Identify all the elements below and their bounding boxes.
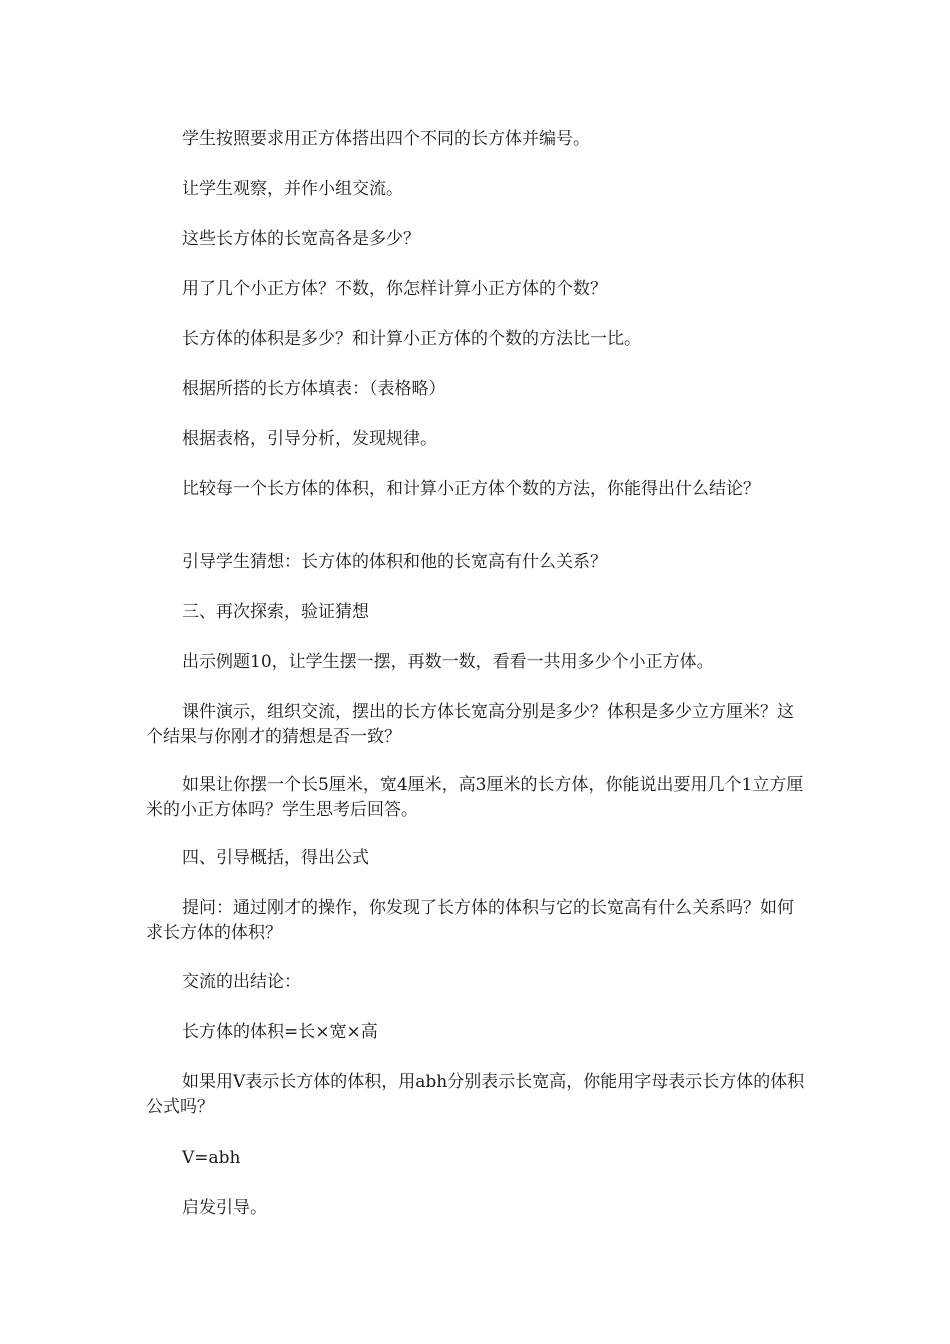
paragraph: 长方体的体积是多少？和计算小正方体的个数的方法比一比。: [182, 329, 641, 349]
paragraph: 如果让你摆一个长5厘米，宽4厘米，高3厘米的长方体，你能说出要用几个1立方厘米的小正方体吗？学生思考后回答。: [146, 775, 804, 820]
paragraph: 用了几个小正方体？不数，你怎样计算小正方体的个数？: [182, 279, 607, 299]
paragraph: 提问：通过刚才的操作，你发现了长方体的体积与它的长宽高有什么关系吗？如何求长方体的体积？: [146, 898, 794, 943]
paragraph: 课件演示，组织交流，摆出的长方体长宽高分别是多少？体积是多少立方厘米？这个结果与你刚才的猜想是否一致？: [146, 702, 794, 747]
paragraph: 根据表格，引导分析，发现规律。: [182, 429, 437, 449]
section-heading: 四、引导概括，得出公式: [182, 848, 369, 868]
paragraph: 启发引导。: [182, 1198, 267, 1218]
paragraph: 交流的出结论：: [182, 972, 301, 992]
formula-text: V=abh: [182, 1148, 241, 1168]
section-heading: 三、再次探索，验证猜想: [182, 602, 369, 622]
paragraph: 学生按照要求用正方体搭出四个不同的长方体并编号。: [182, 129, 590, 149]
formula-text: 长方体的体积=长×宽×高: [182, 1022, 378, 1042]
paragraph: 根据所搭的长方体填表：（表格略）: [182, 379, 446, 399]
paragraph: 比较每一个长方体的体积，和计算小正方体个数的方法，你能得出什么结论？: [182, 479, 760, 499]
paragraph: 引导学生猜想：长方体的体积和他的长宽高有什么关系？: [182, 552, 607, 572]
paragraph: 出示例题10，让学生摆一摆，再数一数，看看一共用多少个小正方体。: [182, 652, 714, 672]
paragraph: 如果用V表示长方体的体积，用abh分别表示长宽高，你能用字母表示长方体的体积公式吗？: [146, 1072, 805, 1117]
paragraph: 这些长方体的长宽高各是多少？: [182, 229, 420, 249]
paragraph: 让学生观察，并作小组交流。: [182, 179, 403, 199]
